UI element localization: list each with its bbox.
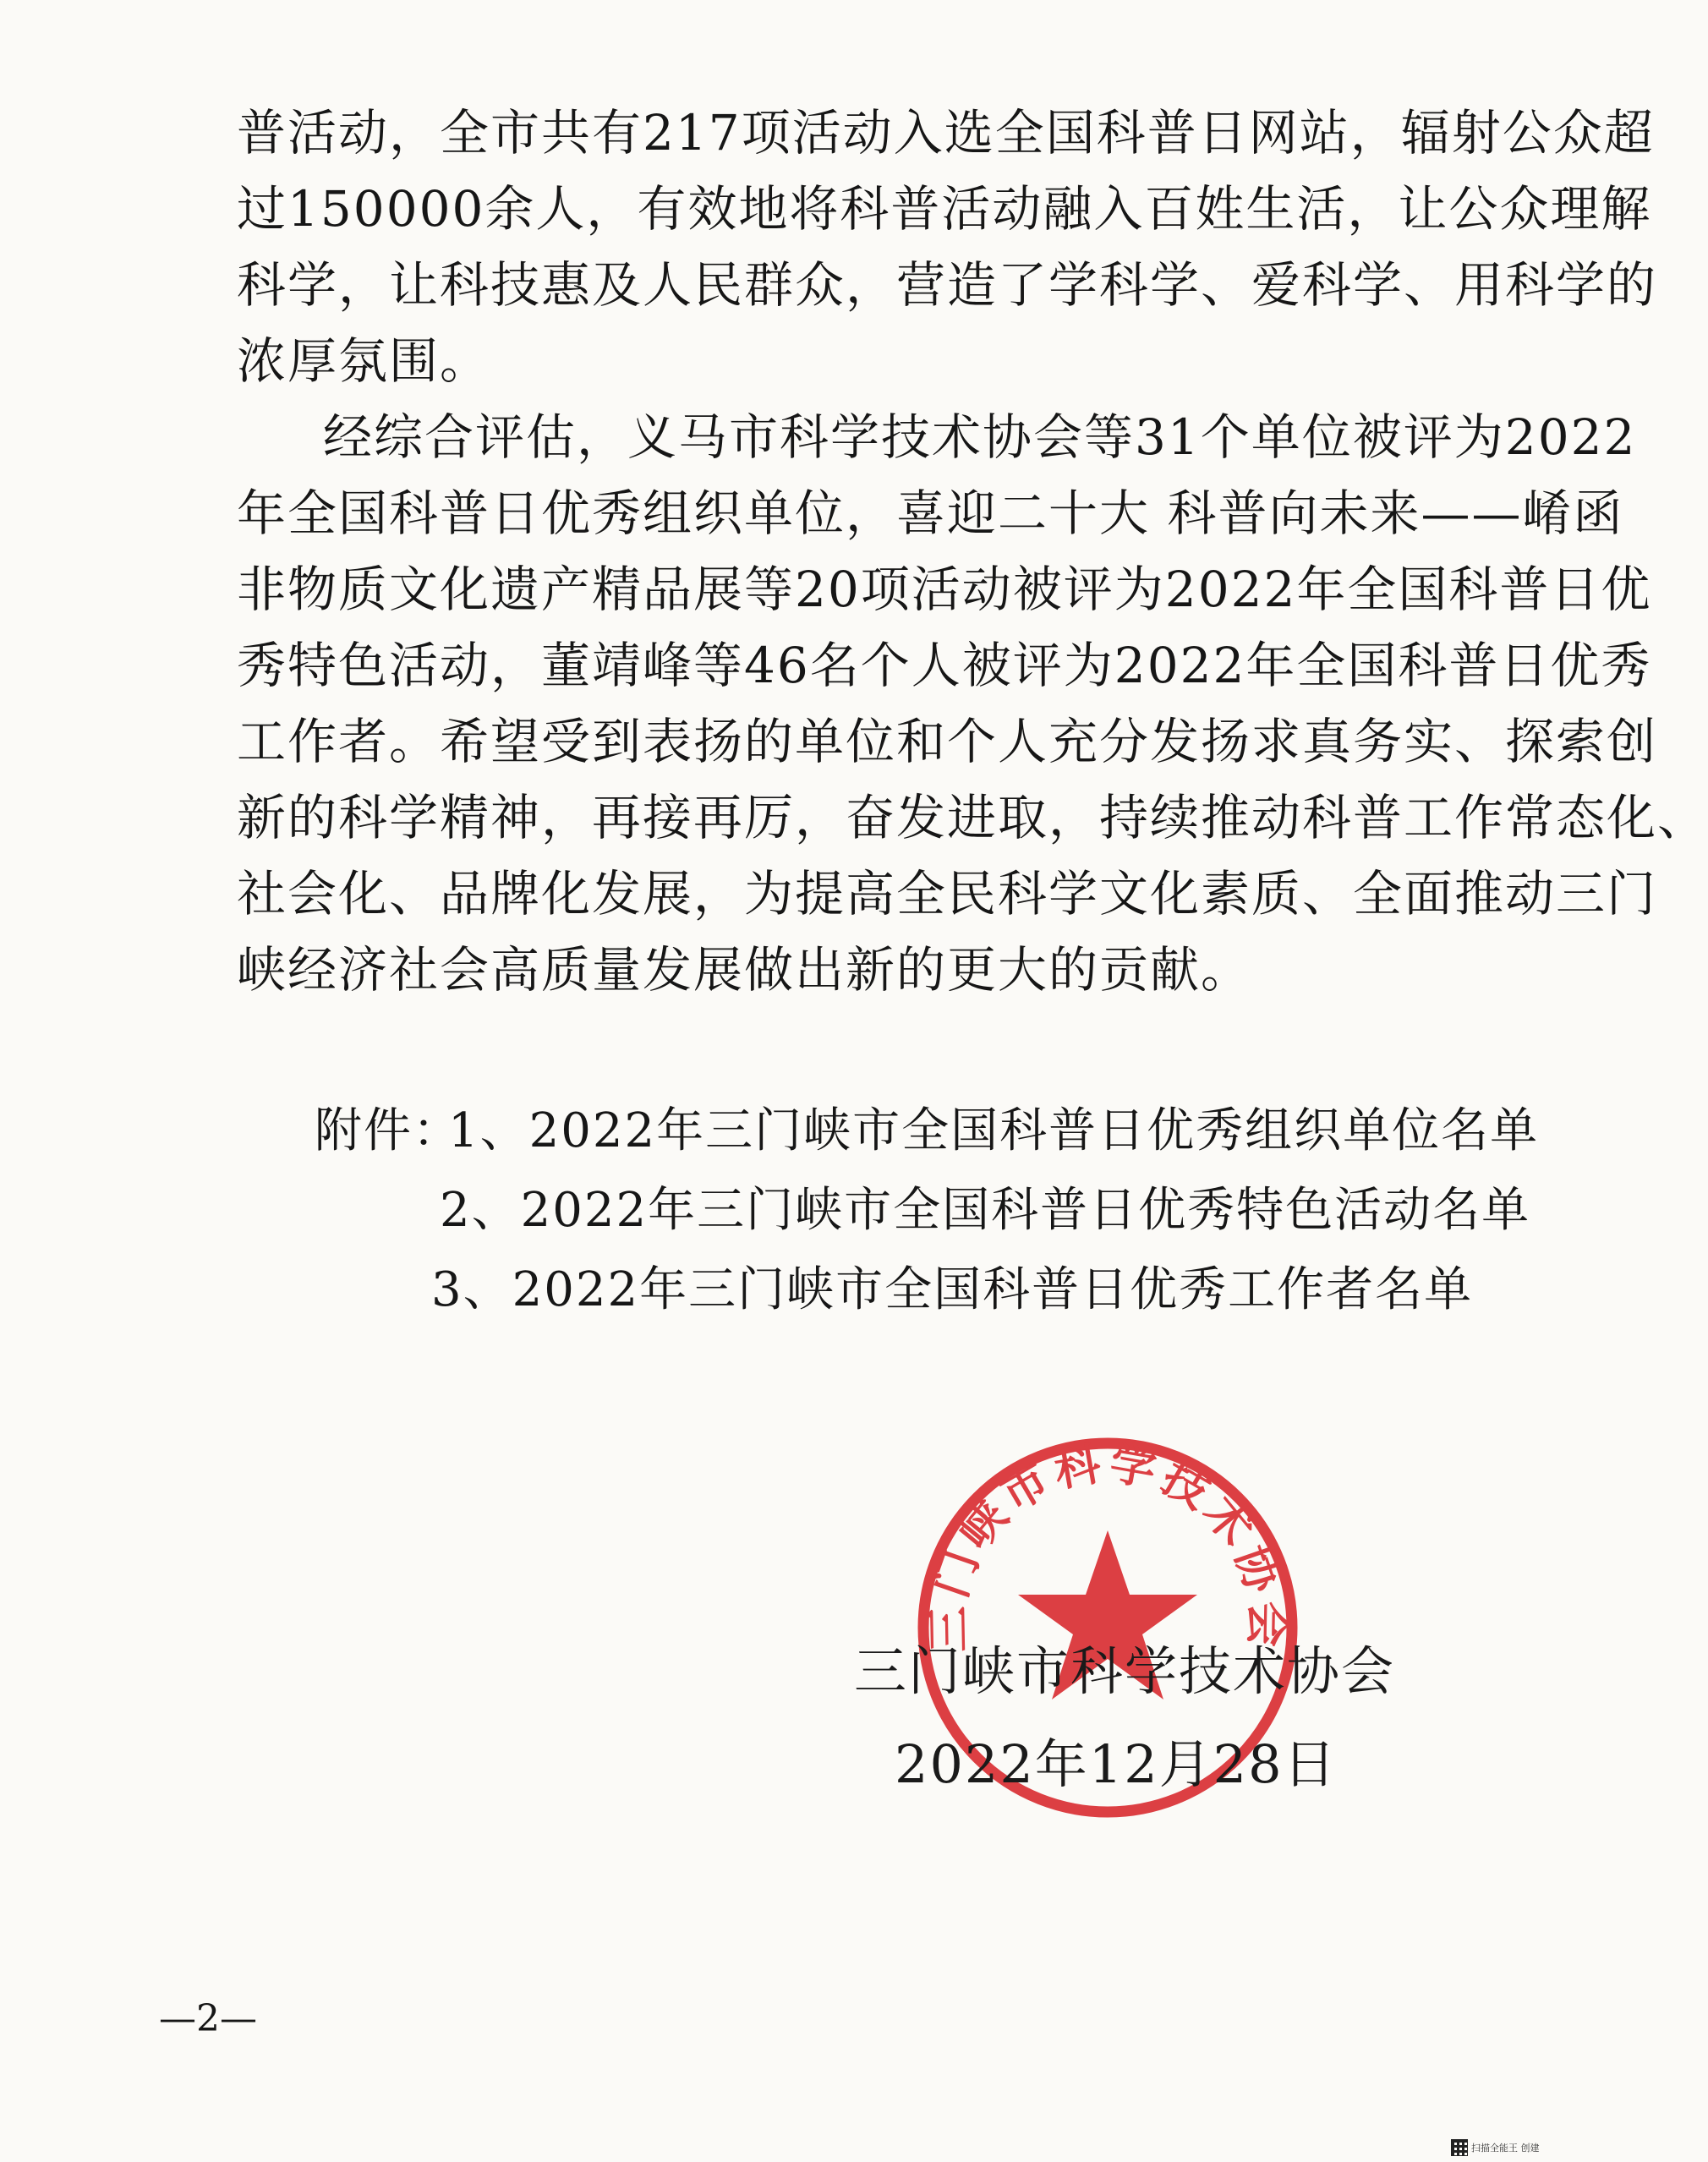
attachment-item: 3、2022年三门峡市全国科普日优秀工作者名单 [431,1262,1474,1317]
page-number: —2— [159,1997,257,2040]
attachment-item: 2、2022年三门峡市全国科普日优秀特色活动名单 [440,1183,1531,1238]
body-line: 浓厚氛围。 [237,332,491,390]
body-line: 过150000余人，有效地将科普活动融入百姓生活，让公众理解 [237,180,1652,238]
qr-code-icon [1451,2139,1468,2156]
body-line: 非物质文化遗产精品展等20项活动被评为2022年全国科普日优 [237,561,1652,618]
body-line: 秀特色活动，董靖峰等46名个人被评为2022年全国科普日优秀 [237,637,1652,694]
body-line: 年全国科普日优秀组织单位，喜迎二十大 科普向未来——崤函 [237,484,1624,542]
signature-organization: 三门峡市科学技术协会 [854,1640,1396,1702]
body-line: 经综合评估，义马市科学技术协会等31个单位被评为2022 [323,408,1637,466]
scanner-badge-text: 扫描全能王 创建 [1471,2143,1540,2154]
signature-date: 2022年12月28日 [895,1733,1338,1795]
scanner-badge [1451,2139,1540,2156]
attachments-label: 附件： [315,1103,462,1158]
body-line: 科学，让科技惠及人民群众，营造了学科学、爱科学、用科学的 [237,256,1658,314]
body-line: 普活动，全市共有217项活动入选全国科普日网站，辐射公众超 [237,104,1655,161]
body-line: 峡经济社会高质量发展做出新的更大的贡献。 [237,941,1252,999]
body-line: 工作者。希望受到表扬的单位和个人充分发扬求真务实、探索创 [237,713,1658,770]
seal-text: 三门峡市科学技术协会 [920,1435,1295,1653]
body-line: 新的科学精神，再接再厉，奋发进取，持续推动科普工作常态化、 [237,789,1708,846]
attachment-item: 1、2022年三门峡市全国科普日优秀组织单位名单 [448,1103,1540,1158]
body-line: 社会化、品牌化发展，为提高全民科学文化素质、全面推动三门 [237,865,1658,922]
